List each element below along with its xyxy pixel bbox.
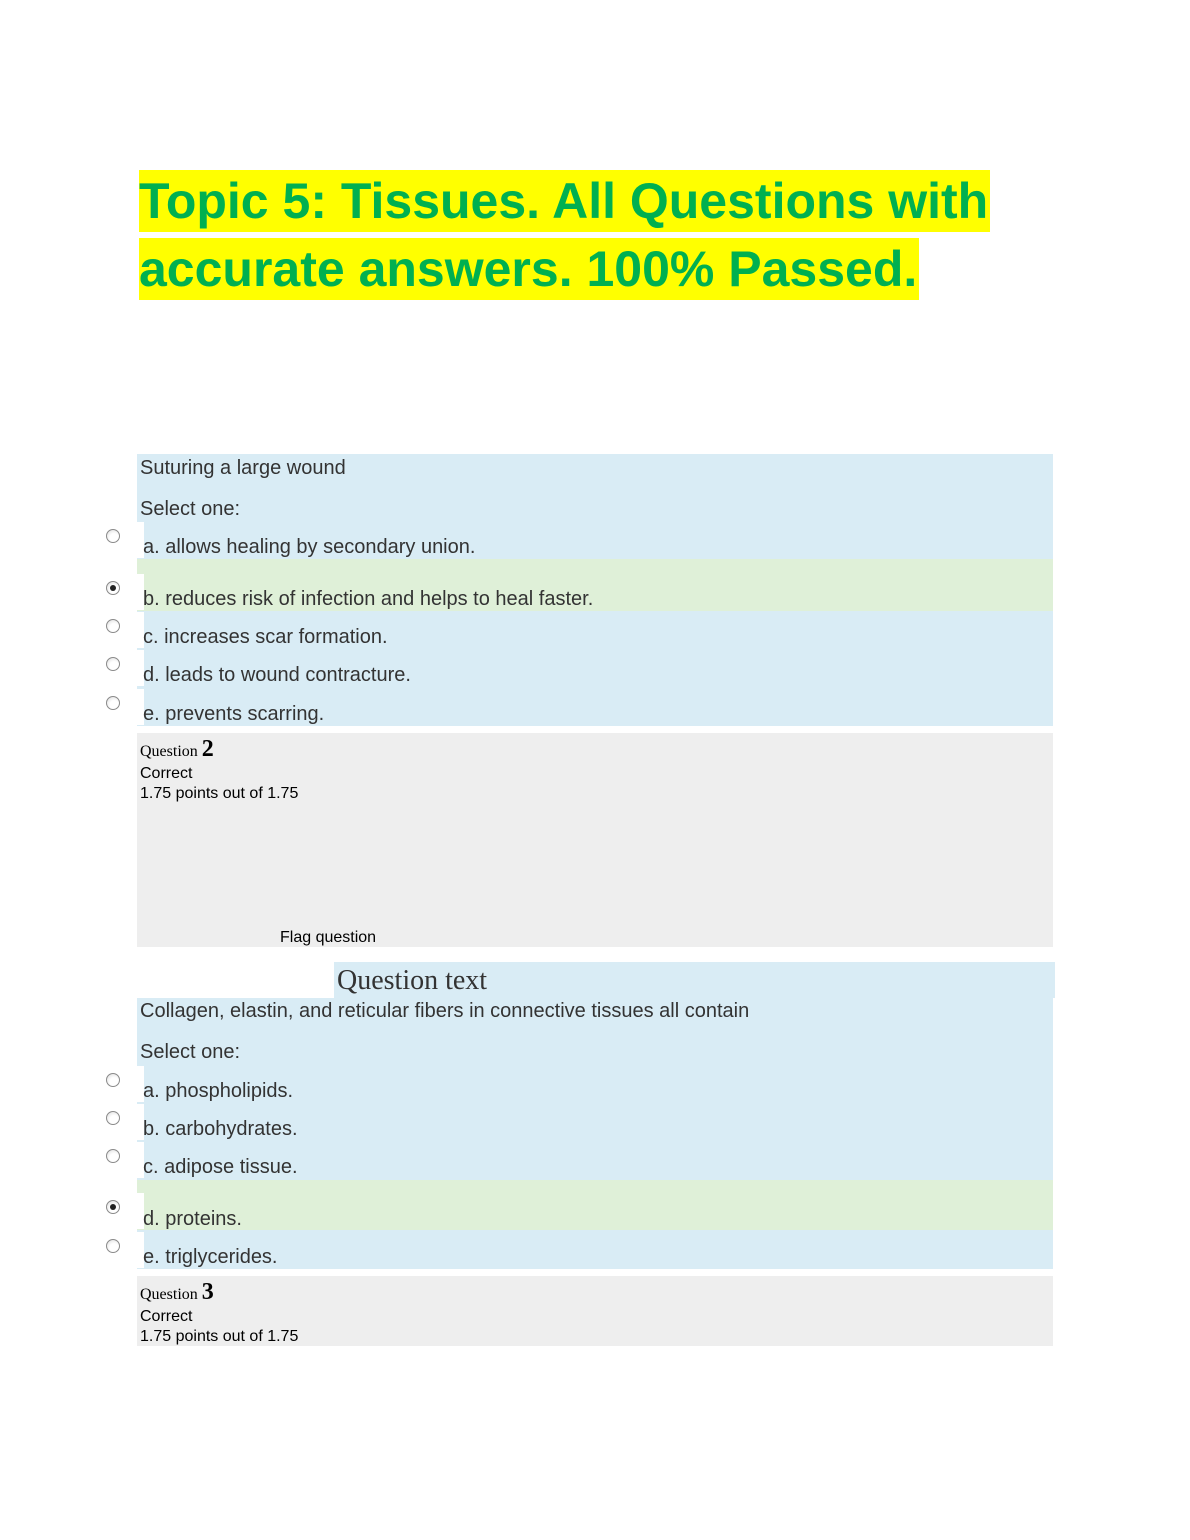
question-2-text: Collagen, elastin, and reticular fibers in connective tissues all contain <box>140 1000 750 1022</box>
question-3-number <box>140 1279 214 1306</box>
question-2-option-d[interactable]: d. proteins. <box>143 1208 242 1230</box>
radio-unchecked-icon <box>106 529 120 543</box>
radio-unchecked-icon <box>106 1239 120 1253</box>
question-label: Question <box>140 743 198 760</box>
flag-question-link[interactable]: Flag question <box>280 929 377 946</box>
question-2-option-d-radio[interactable] <box>100 1193 144 1229</box>
page-title-line-1: Topic 5: Tissues. All Questions with <box>139 170 990 232</box>
page-title-line-2: accurate answers. 100% Passed. <box>139 238 919 300</box>
question-1-option-d-radio[interactable] <box>100 650 144 686</box>
question-1-option-c[interactable]: c. increases scar formation. <box>143 626 388 648</box>
question-label: Question <box>140 1286 198 1303</box>
radio-unchecked-icon <box>106 1149 120 1163</box>
question-2-heading: Question text <box>337 965 488 996</box>
question-1-option-a[interactable]: a. allows healing by secondary union. <box>143 536 476 558</box>
question-2-option-a[interactable]: a. phospholipids. <box>143 1080 294 1102</box>
question-2-number <box>140 736 214 763</box>
radio-unchecked-icon <box>106 1073 120 1087</box>
question-number: 2 <box>201 736 214 762</box>
question-2-info-bg <box>137 733 1053 947</box>
radio-unchecked-icon <box>106 619 120 633</box>
question-1-text: Suturing a large wound <box>140 457 346 479</box>
question-2-status: Correct <box>140 765 193 782</box>
radio-checked-icon <box>106 581 120 595</box>
question-1-option-c-radio[interactable] <box>100 612 144 648</box>
question-2-option-e[interactable]: e. triglycerides. <box>143 1246 278 1268</box>
question-number: 3 <box>201 1279 214 1305</box>
question-2-option-a-radio[interactable] <box>100 1066 144 1102</box>
question-2-option-c-radio[interactable] <box>100 1142 144 1178</box>
question-3-points: 1.75 points out of 1.75 <box>140 1328 299 1345</box>
question-3-status: Correct <box>140 1308 193 1325</box>
radio-checked-icon <box>106 1200 120 1214</box>
question-2-option-c[interactable]: c. adipose tissue. <box>143 1156 298 1178</box>
radio-unchecked-icon <box>106 696 120 710</box>
question-2-option-b-radio[interactable] <box>100 1104 144 1140</box>
question-1-option-e[interactable]: e. prevents scarring. <box>143 703 325 725</box>
question-1-option-b-radio[interactable] <box>100 574 144 610</box>
question-2-option-b[interactable]: b. carbohydrates. <box>143 1118 298 1140</box>
question-2-correct-bg <box>137 1180 1053 1230</box>
radio-unchecked-icon <box>106 657 120 671</box>
radio-unchecked-icon <box>106 1111 120 1125</box>
question-1-option-d[interactable]: d. leads to wound contracture. <box>143 664 411 686</box>
question-1-option-e-radio[interactable] <box>100 689 144 725</box>
question-1-option-a-radio[interactable] <box>100 522 144 558</box>
question-2-points: 1.75 points out of 1.75 <box>140 785 299 802</box>
question-2-prompt: Select one: <box>140 1041 241 1063</box>
question-1-option-b[interactable]: b. reduces risk of infection and helps to heal faster. <box>143 588 594 610</box>
question-1-prompt: Select one: <box>140 498 241 520</box>
question-2-option-e-radio[interactable] <box>100 1232 144 1268</box>
